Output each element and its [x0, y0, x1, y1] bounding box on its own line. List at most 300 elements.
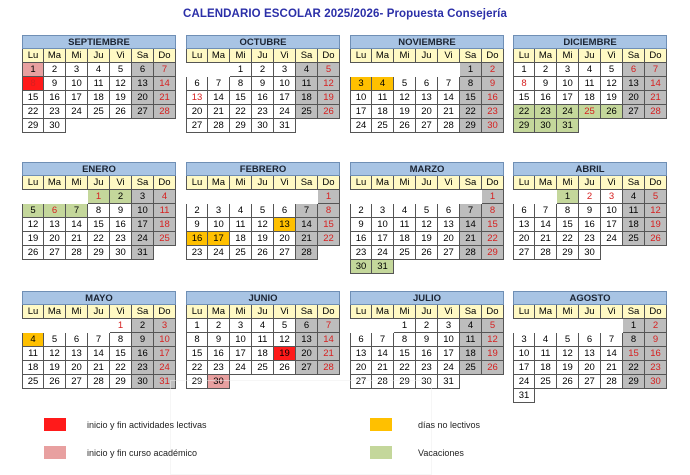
day-cell: 4	[535, 333, 557, 347]
month-marzo	[350, 162, 504, 274]
day-cell: 3	[557, 63, 579, 77]
day-cell: 23	[186, 246, 208, 260]
empty-cell	[318, 119, 340, 133]
day-cell: 3	[66, 63, 88, 77]
day-cell: 25	[252, 361, 274, 375]
day-cell: 11	[154, 204, 176, 218]
weekday-header: Mi	[557, 49, 579, 63]
month-diciembre	[513, 35, 667, 133]
day-cell: 7	[372, 333, 394, 347]
day-cell: 25	[372, 119, 394, 133]
day-cell: 7	[318, 319, 340, 333]
weekday-header: Mi	[230, 176, 252, 190]
day-cell: 19	[22, 232, 44, 246]
day-cell: 17	[350, 105, 372, 119]
day-cell: 8	[186, 333, 208, 347]
day-cell: 26	[416, 246, 438, 260]
day-cell: 9	[208, 333, 230, 347]
day-cell: 26	[252, 246, 274, 260]
day-cell: 25	[230, 246, 252, 260]
day-cell: 26	[318, 105, 340, 119]
weekday-header: Lu	[22, 49, 44, 63]
day-cell: 5	[44, 333, 66, 347]
weekday-header: Sa	[460, 176, 482, 190]
day-cell: 13	[438, 218, 460, 232]
weekday-header: Sa	[460, 305, 482, 319]
empty-cell	[66, 119, 88, 133]
weekday-header: Do	[154, 49, 176, 63]
day-cell: 4	[252, 319, 274, 333]
day-cell: 29	[22, 119, 44, 133]
month-title: FEBRERO	[186, 162, 340, 176]
empty-cell	[438, 260, 460, 274]
day-cell: 5	[482, 319, 504, 333]
month-title: JULIO	[350, 291, 504, 305]
day-cell: 26	[645, 232, 667, 246]
day-cell: 7	[438, 77, 460, 91]
day-cell: 30	[252, 119, 274, 133]
day-cell: 6	[579, 333, 601, 347]
day-cell: 7	[460, 204, 482, 218]
legend-label-vacaciones: Vacaciones	[418, 448, 464, 458]
day-cell: 18	[579, 91, 601, 105]
day-cell: 6	[274, 204, 296, 218]
day-cell: 4	[230, 204, 252, 218]
day-cell: 12	[416, 218, 438, 232]
day-cell: 1	[513, 63, 535, 77]
day-cell: 3	[208, 204, 230, 218]
weekday-header: Do	[482, 49, 504, 63]
empty-cell	[645, 246, 667, 260]
day-cell: 27	[274, 246, 296, 260]
day-cell: 10	[208, 218, 230, 232]
day-cell: 30	[416, 375, 438, 389]
day-cell: 24	[372, 246, 394, 260]
day-cell: 22	[22, 105, 44, 119]
day-cell: 7	[88, 333, 110, 347]
empty-cell	[601, 389, 623, 403]
day-cell: 15	[623, 347, 645, 361]
month-days-grid	[513, 49, 667, 133]
day-cell: 16	[252, 91, 274, 105]
day-cell: 17	[372, 232, 394, 246]
weekday-header: Vi	[274, 305, 296, 319]
day-cell: 13	[44, 218, 66, 232]
empty-cell	[88, 119, 110, 133]
day-cell: 27	[132, 105, 154, 119]
weekday-header: Lu	[186, 176, 208, 190]
day-cell: 7	[645, 63, 667, 77]
day-cell: 27	[296, 361, 318, 375]
day-cell: 17	[438, 347, 460, 361]
weekday-header: Vi	[110, 305, 132, 319]
day-cell: 9	[252, 77, 274, 91]
empty-cell	[513, 190, 535, 204]
weekday-header: Mi	[394, 305, 416, 319]
empty-cell	[66, 319, 88, 333]
empty-cell	[416, 190, 438, 204]
day-cell: 5	[557, 333, 579, 347]
day-cell: 26	[482, 361, 504, 375]
page-title: CALENDARIO ESCOLAR 2025/2026- Propuesta Consejería	[183, 8, 507, 20]
day-cell: 6	[132, 63, 154, 77]
day-cell: 29	[513, 119, 535, 133]
day-cell: 2	[579, 190, 601, 204]
month-title: DICIEMBRE	[513, 35, 667, 49]
day-cell: 23	[252, 105, 274, 119]
month-title: OCTUBRE	[186, 35, 340, 49]
day-cell: 22	[230, 105, 252, 119]
empty-cell	[601, 119, 623, 133]
day-cell: 13	[416, 91, 438, 105]
day-cell: 19	[482, 347, 504, 361]
weekday-header: Vi	[438, 305, 460, 319]
empty-cell	[66, 190, 88, 204]
day-cell: 20	[132, 91, 154, 105]
day-cell: 17	[132, 218, 154, 232]
day-cell: 29	[186, 375, 208, 389]
day-cell: 24	[557, 105, 579, 119]
day-cell: 2	[208, 319, 230, 333]
weekday-header: Sa	[132, 305, 154, 319]
weekday-header: Vi	[601, 305, 623, 319]
empty-cell	[394, 260, 416, 274]
empty-cell	[645, 389, 667, 403]
empty-cell	[350, 190, 372, 204]
day-cell: 10	[66, 77, 88, 91]
empty-cell	[208, 190, 230, 204]
day-cell: 28	[372, 375, 394, 389]
day-cell: 15	[110, 347, 132, 361]
day-cell: 28	[438, 119, 460, 133]
weekday-header: Ju	[88, 176, 110, 190]
day-cell: 13	[513, 218, 535, 232]
day-cell: 18	[88, 91, 110, 105]
weekday-header: Do	[154, 176, 176, 190]
empty-cell	[623, 119, 645, 133]
empty-cell	[416, 63, 438, 77]
weekday-header: Ju	[579, 49, 601, 63]
day-cell: 11	[579, 77, 601, 91]
day-cell: 8	[230, 77, 252, 91]
legend-swatch-vacaciones	[370, 446, 392, 459]
day-cell: 18	[394, 232, 416, 246]
weekday-header: Lu	[513, 49, 535, 63]
weekday-header: Sa	[132, 49, 154, 63]
month-days-grid	[513, 176, 667, 260]
weekday-header: Sa	[460, 49, 482, 63]
empty-cell	[350, 63, 372, 77]
empty-cell	[623, 246, 645, 260]
day-cell: 23	[110, 232, 132, 246]
month-days-grid	[186, 49, 340, 133]
day-cell: 16	[186, 232, 208, 246]
empty-cell	[372, 63, 394, 77]
weekday-header: Mi	[557, 176, 579, 190]
weekday-header: Ju	[252, 176, 274, 190]
month-days-grid	[350, 305, 504, 389]
weekday-header: Vi	[110, 49, 132, 63]
day-cell: 27	[416, 119, 438, 133]
weekday-header: Sa	[623, 176, 645, 190]
day-cell: 30	[579, 246, 601, 260]
day-cell: 28	[535, 246, 557, 260]
day-cell: 1	[482, 190, 504, 204]
legend-swatch-no-lectivos	[370, 418, 392, 431]
weekday-header: Ma	[44, 305, 66, 319]
month-days-grid	[350, 176, 504, 274]
day-cell: 9	[645, 333, 667, 347]
day-cell: 16	[208, 347, 230, 361]
empty-cell	[416, 260, 438, 274]
weekday-header: Ju	[416, 49, 438, 63]
empty-cell	[230, 190, 252, 204]
day-cell: 6	[438, 204, 460, 218]
empty-cell	[394, 63, 416, 77]
weekday-header: Lu	[350, 49, 372, 63]
empty-cell	[535, 190, 557, 204]
day-cell: 3	[513, 333, 535, 347]
day-cell: 1	[230, 63, 252, 77]
empty-cell	[154, 246, 176, 260]
day-cell: 16	[482, 91, 504, 105]
day-cell: 2	[186, 204, 208, 218]
weekday-header: Lu	[186, 49, 208, 63]
weekday-header: Ju	[579, 305, 601, 319]
day-cell: 18	[535, 361, 557, 375]
day-cell: 4	[460, 319, 482, 333]
day-cell: 2	[535, 63, 557, 77]
day-cell: 20	[274, 232, 296, 246]
day-cell: 13	[132, 77, 154, 91]
weekday-header: Ma	[535, 49, 557, 63]
empty-cell	[252, 190, 274, 204]
month-febrero	[186, 162, 340, 260]
day-cell: 1	[88, 190, 110, 204]
weekday-header: Lu	[350, 305, 372, 319]
month-abril	[513, 162, 667, 260]
empty-cell	[296, 190, 318, 204]
day-cell: 9	[350, 218, 372, 232]
day-cell: 30	[350, 260, 372, 274]
day-cell: 4	[154, 190, 176, 204]
day-cell: 3	[154, 319, 176, 333]
day-cell: 2	[132, 319, 154, 333]
month-title: NOVIEMBRE	[350, 35, 504, 49]
day-cell: 10	[601, 204, 623, 218]
weekday-header: Mi	[230, 49, 252, 63]
day-cell: 11	[296, 77, 318, 91]
day-cell: 24	[601, 232, 623, 246]
empty-cell	[460, 190, 482, 204]
month-title: MAYO	[22, 291, 176, 305]
day-cell: 20	[186, 105, 208, 119]
weekday-header: Ma	[44, 49, 66, 63]
day-cell: 16	[535, 91, 557, 105]
day-cell: 23	[132, 361, 154, 375]
day-cell: 5	[601, 63, 623, 77]
day-cell: 11	[252, 333, 274, 347]
day-cell: 24	[274, 105, 296, 119]
day-cell: 31	[513, 389, 535, 403]
day-cell: 31	[154, 375, 176, 389]
day-cell: 1	[110, 319, 132, 333]
day-cell: 31	[438, 375, 460, 389]
empty-cell	[623, 389, 645, 403]
day-cell: 21	[645, 91, 667, 105]
day-cell: 6	[416, 77, 438, 91]
weekday-header: Do	[645, 176, 667, 190]
day-cell: 20	[513, 232, 535, 246]
weekday-header: Sa	[296, 305, 318, 319]
weekday-header: Mi	[557, 305, 579, 319]
day-cell: 20	[438, 232, 460, 246]
month-octubre	[186, 35, 340, 133]
day-cell: 12	[252, 218, 274, 232]
empty-cell	[601, 319, 623, 333]
day-cell: 20	[623, 91, 645, 105]
weekday-header: Ma	[535, 305, 557, 319]
weekday-header: Mi	[394, 176, 416, 190]
day-cell: 9	[482, 77, 504, 91]
day-cell: 5	[110, 63, 132, 77]
day-cell: 1	[394, 319, 416, 333]
day-cell: 8	[482, 204, 504, 218]
empty-cell	[513, 319, 535, 333]
day-cell: 22	[110, 361, 132, 375]
day-cell: 14	[535, 218, 557, 232]
day-cell: 2	[482, 63, 504, 77]
weekday-header: Mi	[394, 49, 416, 63]
weekday-header: Mi	[230, 305, 252, 319]
empty-cell	[394, 190, 416, 204]
day-cell: 22	[394, 361, 416, 375]
day-cell: 5	[645, 190, 667, 204]
day-cell: 8	[623, 333, 645, 347]
day-cell: 11	[535, 347, 557, 361]
day-cell: 19	[394, 105, 416, 119]
day-cell: 13	[186, 91, 208, 105]
day-cell: 25	[88, 105, 110, 119]
day-cell: 3	[601, 190, 623, 204]
day-cell: 14	[372, 347, 394, 361]
day-cell: 16	[44, 91, 66, 105]
weekday-header: Sa	[132, 176, 154, 190]
day-cell: 8	[557, 204, 579, 218]
day-cell: 12	[110, 77, 132, 91]
day-cell: 11	[22, 347, 44, 361]
month-title: ENERO	[22, 162, 176, 176]
day-cell: 26	[394, 119, 416, 133]
empty-cell	[186, 63, 208, 77]
empty-cell	[318, 246, 340, 260]
day-cell: 6	[296, 319, 318, 333]
day-cell: 8	[394, 333, 416, 347]
day-cell: 10	[557, 77, 579, 91]
day-cell: 14	[66, 218, 88, 232]
month-enero	[22, 162, 176, 260]
day-cell: 30	[132, 375, 154, 389]
day-cell: 5	[252, 204, 274, 218]
weekday-header: Do	[482, 305, 504, 319]
day-cell: 29	[88, 246, 110, 260]
day-cell: 19	[252, 232, 274, 246]
empty-cell	[579, 389, 601, 403]
day-cell: 31	[372, 260, 394, 274]
day-cell: 26	[44, 375, 66, 389]
day-cell: 15	[318, 218, 340, 232]
day-cell: 8	[88, 204, 110, 218]
empty-cell	[460, 260, 482, 274]
day-cell: 3	[274, 63, 296, 77]
day-cell: 20	[416, 105, 438, 119]
weekday-header: Do	[154, 305, 176, 319]
empty-cell	[557, 319, 579, 333]
weekday-header: Sa	[623, 49, 645, 63]
empty-cell	[274, 190, 296, 204]
day-cell: 27	[186, 119, 208, 133]
month-days-grid	[513, 305, 667, 403]
day-cell: 19	[557, 361, 579, 375]
day-cell: 11	[372, 91, 394, 105]
empty-cell	[601, 246, 623, 260]
day-cell: 19	[601, 91, 623, 105]
day-cell: 29	[557, 246, 579, 260]
day-cell: 15	[394, 347, 416, 361]
weekday-header: Do	[318, 49, 340, 63]
empty-cell	[460, 375, 482, 389]
day-cell: 9	[44, 77, 66, 91]
empty-cell	[208, 63, 230, 77]
weekday-header: Sa	[296, 176, 318, 190]
day-cell: 19	[645, 218, 667, 232]
day-cell: 1	[460, 63, 482, 77]
day-cell: 24	[66, 105, 88, 119]
day-cell: 22	[88, 232, 110, 246]
weekday-header: Ma	[372, 49, 394, 63]
day-cell: 2	[110, 190, 132, 204]
day-cell: 28	[154, 105, 176, 119]
month-title: AGOSTO	[513, 291, 667, 305]
day-cell: 31	[274, 119, 296, 133]
day-cell: 8	[460, 77, 482, 91]
day-cell: 27	[513, 246, 535, 260]
empty-cell	[22, 190, 44, 204]
day-cell: 19	[44, 361, 66, 375]
weekday-header: Ma	[372, 176, 394, 190]
weekday-header: Ma	[208, 305, 230, 319]
day-cell: 6	[186, 77, 208, 91]
day-cell: 23	[535, 105, 557, 119]
day-cell: 9	[535, 77, 557, 91]
day-cell: 15	[513, 91, 535, 105]
month-mayo	[22, 291, 176, 389]
day-cell: 23	[350, 246, 372, 260]
day-cell: 23	[44, 105, 66, 119]
empty-cell	[557, 389, 579, 403]
day-cell: 15	[230, 91, 252, 105]
day-cell: 8	[110, 333, 132, 347]
day-cell: 24	[230, 361, 252, 375]
day-cell: 24	[438, 361, 460, 375]
day-cell: 26	[601, 105, 623, 119]
month-days-grid	[186, 305, 340, 389]
month-days-grid	[350, 49, 504, 133]
weekday-header: Do	[318, 305, 340, 319]
day-cell: 16	[132, 347, 154, 361]
day-cell: 2	[44, 63, 66, 77]
empty-cell	[44, 319, 66, 333]
